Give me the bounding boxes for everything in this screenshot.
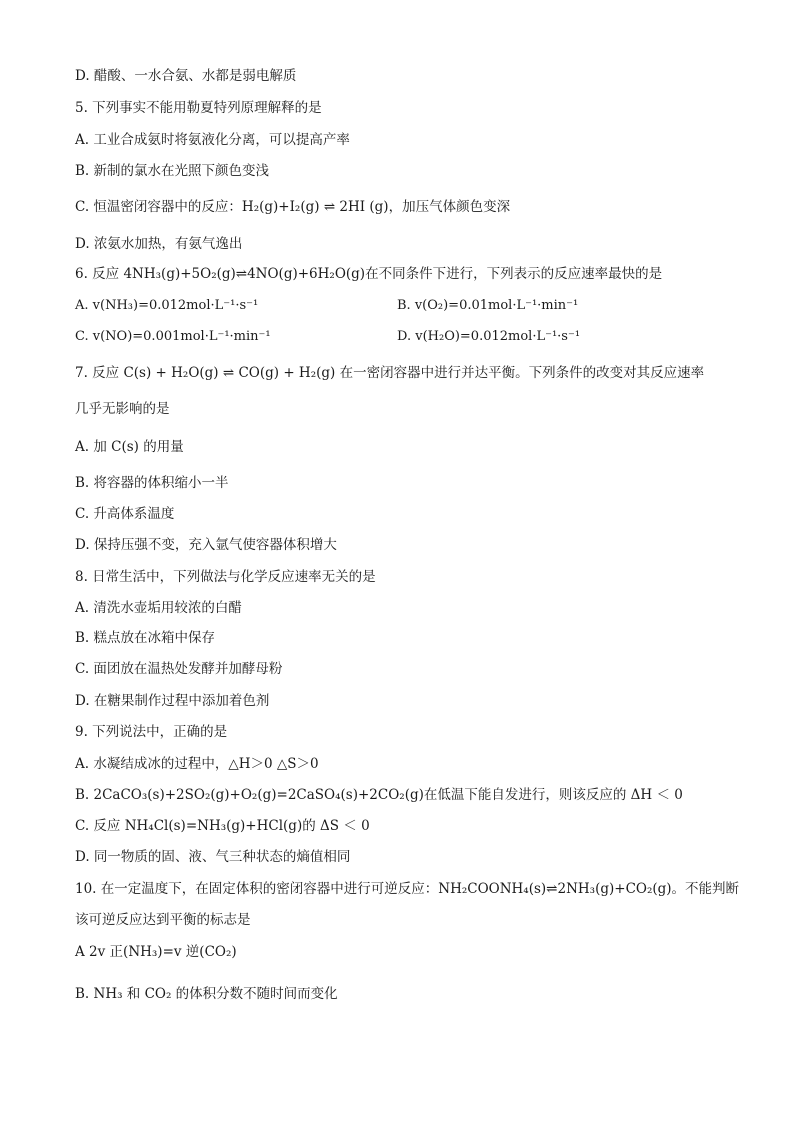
q9-option-b: B. 2CaCO₃(s)+2SO₂(g)+O₂(g)=2CaSO₄(s)+2CO₂(g)在低温下能自发进行，则该反应的 ΔH ＜ 0 xyxy=(75,787,683,803)
q10-stem: 10. 在一定温度下，在固定体积的密闭容器中进行可逆反应：NH₂COONH₄(s)⇌2NH₃(g)+CO₂(g)。不能判断 xyxy=(75,881,740,897)
q7-stem: 7. 反应 C(s) + H₂O(g) ⇌ CO(g) + H₂(g) 在一密闭容器中进行并达平衡。下列条件的改变对其反应速率 xyxy=(75,365,705,381)
q7-option-a: A. 加 C(s) 的用量 xyxy=(75,439,184,455)
q10-option-b: B. NH₃ 和 CO₂ 的体积分数不随时间而变化 xyxy=(75,986,338,1002)
q5-option-c: C. 恒温密闭容器中的反应：H₂(g)+I₂(g) ⇌ 2HI (g)，加压气体颜色变深 xyxy=(75,199,511,215)
q5-option-d: D. 浓氨水加热，有氨气逸出 xyxy=(75,236,243,252)
q6-stem: 6. 反应 4NH₃(g)+5O₂(g)⇌4NO(g)+6H₂O(g)在不同条件下进行，下列表示的反应速率最快的是 xyxy=(75,266,663,282)
q6-option-a: A. v(NH₃)=0.012mol·L⁻¹·s⁻¹ xyxy=(75,298,259,313)
q6-option-b: B. v(O₂)=0.01mol·L⁻¹·min⁻¹ xyxy=(397,298,579,313)
q10-option-a: A 2v 正(NH₃)=v 逆(CO₂) xyxy=(75,944,237,960)
q6-option-d: D. v(H₂O)=0.012mol·L⁻¹·s⁻¹ xyxy=(397,329,581,344)
q9-option-a: A. 水凝结成冰的过程中，△H＞0 △S＞0 xyxy=(75,756,319,772)
q8-option-a: A. 清洗水壶垢用较浓的白醋 xyxy=(75,600,242,616)
q8-option-b: B. 糕点放在冰箱中保存 xyxy=(75,630,216,646)
q9-stem: 9. 下列说法中，正确的是 xyxy=(75,724,228,740)
q5-option-b: B. 新制的氯水在光照下颜色变浅 xyxy=(75,163,270,179)
q9-option-d: D. 同一物质的固、液、气三种状态的熵值相同 xyxy=(75,849,351,865)
q8-option-d: D. 在糖果制作过程中添加着色剂 xyxy=(75,693,270,709)
q8-stem: 8. 日常生活中，下列做法与化学反应速率无关的是 xyxy=(75,569,376,585)
q7-stem-cont: 几乎无影响的是 xyxy=(75,401,170,417)
q4-option-d: D. 醋酸、一水合氨、水都是弱电解质 xyxy=(75,68,297,84)
q6-option-c: C. v(NO)=0.001mol·L⁻¹·min⁻¹ xyxy=(75,329,271,344)
q7-option-b: B. 将容器的体积缩小一半 xyxy=(75,475,229,491)
q7-option-c: C. 升高体系温度 xyxy=(75,506,175,522)
q7-option-d: D. 保持压强不变，充入氩气使容器体积增大 xyxy=(75,537,337,553)
q5-stem: 5. 下列事实不能用勒夏特列原理解释的是 xyxy=(75,100,322,116)
q5-option-a: A. 工业合成氨时将氨液化分离，可以提高产率 xyxy=(75,132,350,148)
q10-stem-cont: 该可逆反应达到平衡的标志是 xyxy=(75,912,251,928)
q9-option-c: C. 反应 NH₄Cl(s)=NH₃(g)+HCl(g)的 ΔS ＜ 0 xyxy=(75,818,370,834)
q8-option-c: C. 面团放在温热处发酵并加酵母粉 xyxy=(75,661,283,677)
